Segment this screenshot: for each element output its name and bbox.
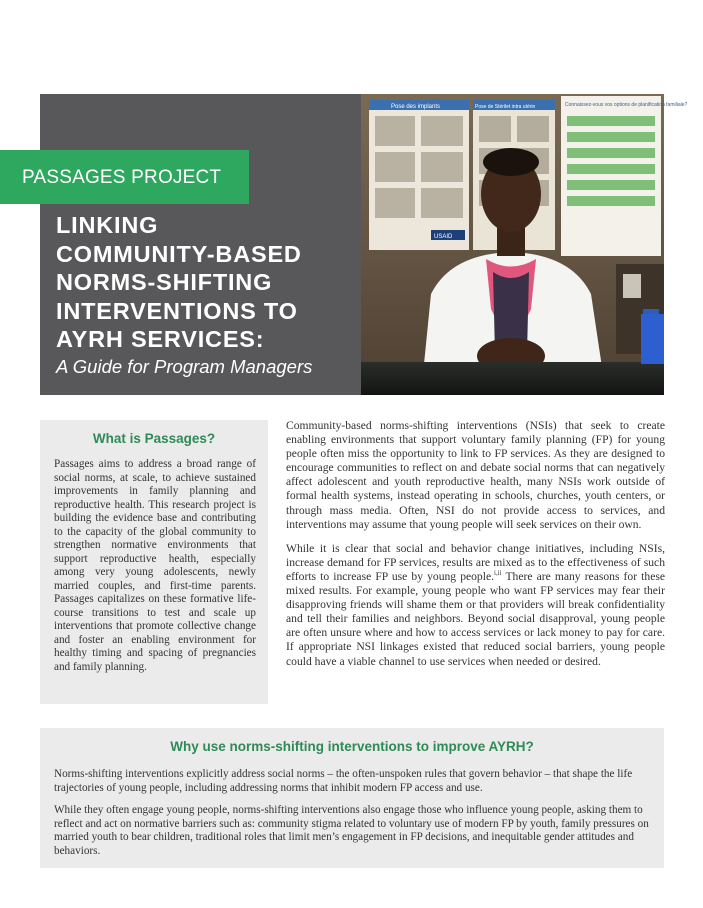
why-heading: Why use norms-shifting interventions to improve AYRH?: [170, 739, 534, 754]
page-title: [56, 211, 356, 354]
project-tag: [0, 150, 249, 204]
why-text: [54, 768, 650, 859]
sidebar-heading: What is Passages?: [92, 431, 216, 446]
body-paragraph-1: Community-based norms-shifting interventions (NSIs) that seek to create enabling environments that support voluntary family planning (FP) for young people often miss the opportunity to link to FP services. As they are designed to encourage communities to reflect on and debate social norms that can negatively affect adolescent and youth reproductive health, many NSIs work outside of formal health systems, instead operating in schools, churches, youth centers, or through mass media. Often, NSI do not provide access to services, and interventions may assume that young people will seek services on their own.: [286, 419, 665, 531]
why-paragraph-1: Norms-shifting interventions explicitly address social norms – the often-unspoken rules that govern behavior – that shape the life trajectories of young people, including addressing norms that inhibit modern FP access and use.: [54, 768, 633, 794]
page-subtitle: A Guide for Program Managers: [56, 356, 313, 377]
why-paragraph-2: While they often engage young people, norms-shifting interventions also engage those who influence young people, asking them to reflect and act on normative barriers such as: community stigma related to voluntary use of modern FP by youth, family pressures on married youth to bear children, traditional roles that limit men’s engagement in FP decisions, and inequitable gender attitudes and behaviors.: [54, 804, 649, 857]
cover-photo: [361, 94, 688, 395]
title-line: COMMUNITY-BASED: [56, 240, 302, 267]
body-paragraph-2-part-b: There are many reasons for these mixed results. For example, young people who want FP services may fear their disapproving friends will shame them or that providers will break confidentiality and tell their families and neighbors. Beyond social disapproval, young people are often unsure where and how to access services or lack money to pay for care. If appropriate NSI linkages existed that reduced social barriers, young people could have a viable channel to use services when needed or desired.: [286, 569, 665, 668]
footnote-ref: i,ii: [494, 569, 502, 578]
sidebar-text: Passages aims to address a broad range of social norms, at scale, to achieve sustained improvements in family planning and reproductive health. This research project is building the evidence base and contributing to the capacity of the global community to strengthen normative environments that support reproductive health, especially among very young adolescents, newly married couples, and first-time parents. Passages capitalizes on these formative life-course transitions to test and scale up interventions that promote collective change and foster an enabling environment for healthy timing and spacing of pregnancies and family planning.: [54, 458, 256, 673]
main-body: [286, 419, 665, 669]
body-paragraph-2: [286, 542, 665, 669]
title-line: AYRH SERVICES:: [56, 326, 265, 352]
usaid-logo-text: USAID: [434, 234, 453, 240]
why-nsi-box: [40, 728, 664, 868]
project-tag-label: PASSAGES PROJECT: [22, 167, 222, 188]
health-worker-photo-illustration: [361, 94, 688, 395]
what-is-passages-box: [40, 420, 268, 704]
body-paragraph-2-part-a: While it is clear that social and behavior change initiatives, including NSIs, increase demand for FP services, results are mixed as to the effectiveness of such efforts to increase FP use by young people.: [286, 541, 665, 583]
poster-mid-title: Pose de Stérilet intra utérin: [475, 104, 536, 110]
poster-left-title: Pose des implants: [391, 104, 441, 110]
title-line: INTERVENTIONS TO: [56, 297, 298, 324]
title-line: LINKING: [56, 212, 159, 238]
poster-right-title: Connaissez-vous vos options de planification familiale?: [565, 102, 688, 108]
title-line: NORMS-SHIFTING: [56, 269, 273, 295]
